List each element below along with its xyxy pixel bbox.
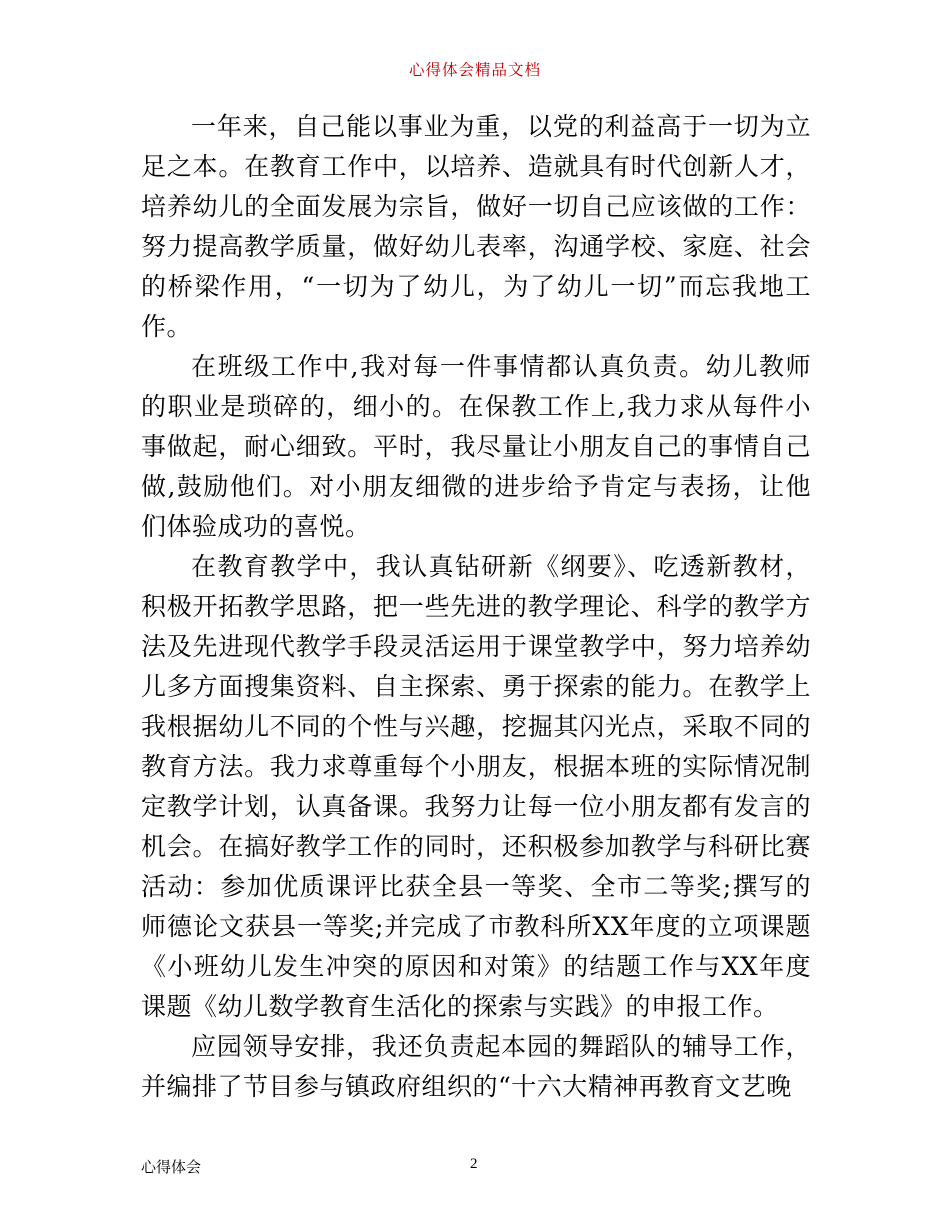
page-number: 2 xyxy=(470,1156,478,1172)
page-header: 心得体会精品文档 xyxy=(408,62,541,79)
footer-label: 心得体会 xyxy=(141,1160,202,1176)
paragraph: 一年来，自己能以事业为重，以党的利益高于一切为立足之本。在教育工作中，以培养、造就具有时代创新人才，培养幼儿的全面发展为宗旨，做好一切自己应该做的工作：努力提高教学质量，做好幼儿表率，沟通学校、家庭、社会的桥梁作用，“一切为了幼儿，为了幼儿一切”而忘我地工作。 xyxy=(141,112,811,341)
paragraph: 在教育教学中，我认真钻研新《纲要》、吃透新教材，积极开拓教学思路，把一些先进的教学理论、科学的教学方法及先进现代教学手段灵活运用于课堂教学中，努力培养幼儿多方面搜集资料、自主探索、勇于探索的能力。在教学上我根据幼儿不同的个性与兴趣，挖掘其闪光点，采取不同的教育方法。我力求尊重每个小朋友，根据本班的实际情况制定教学计划，认真备课。我努力让每一位小朋友都有发言的机会。在搞好教学工作的同时，还积极参加教学与科研比赛活动：参加优质课评比获全县一等奖、全市二等奖;撰写的师德论文获县一等奖;并完成了市教科所XX年度的立项课题《小班幼儿发生冲突的原因和对策》的结题工作与XX年度课题《幼儿数学教育生活化的探索与实践》的申报工作。 xyxy=(141,552,811,1021)
paragraph: 应园领导安排，我还负责起本园的舞蹈队的辅导工作，并编排了节目参与镇政府组织的“十六大精神再教育文艺晚 xyxy=(141,1032,811,1101)
paragraph: 在班级工作中,我对每一件事情都认真负责。幼儿教师的职业是琐碎的，细小的。在保教工作上,我力求从每件小事做起，耐心细致。平时，我尽量让小朋友自己的事情自己做,鼓励他们。对小朋友细微的进步给予肯定与表扬，让他们体验成功的喜悦。 xyxy=(141,352,811,541)
document-body xyxy=(141,107,811,1107)
